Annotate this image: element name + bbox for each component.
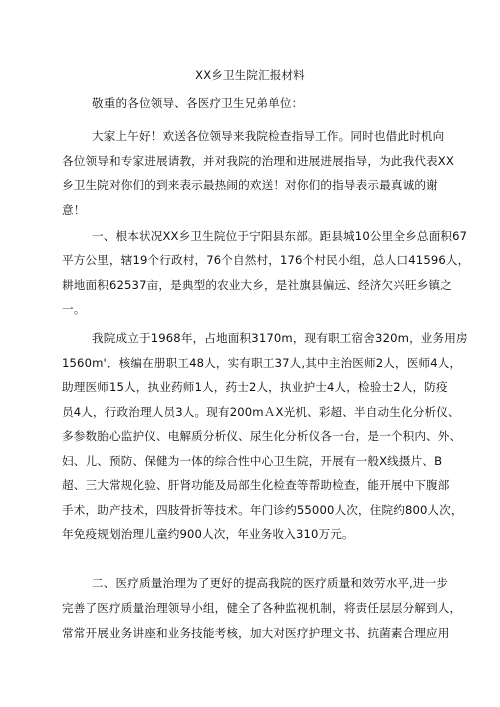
paragraph-greeting (62, 124, 454, 222)
paragraph-line: 手术，助产技术，四肢骨折等技术。年门诊约55000人次，住院约800人次， (62, 502, 463, 517)
paragraph-line: 平方公里，辖19个行政村，76个自然村，176个村民小组，总人口41596人， (62, 253, 470, 268)
paragraph-line: 大家上午好！欢送各位领导来我院检查指导工作。同时也借此时机向 (92, 129, 445, 143)
paragraph-line: 一。 (62, 302, 86, 317)
paragraph-line: 常常开展业务讲座和业务技能考核，加大对医疗护理文书、抗菌素合理应用 (62, 626, 450, 640)
paragraph-line: 员4人，行政治理人员3人。现有200mＡX光机、彩超、半自动生化分析仪、 (62, 404, 460, 419)
paragraph-line: 年免疫规划治理儿童约900人次，年业务收入310万元。 (62, 527, 354, 541)
paragraph-line: 我院成立于1968年，占地面积3170m，现有职工宿舍320m，业务用房 (92, 331, 468, 345)
paragraph-line: 助理医师15人，执业药师1人，药士2人，执业护士4人，检验士2人，防疫 (62, 380, 448, 394)
paragraph-line: 一、根本状况XX乡卫生院位于宁阳县东部。距县城10公里全乡总面积67 (92, 229, 468, 243)
document-title: XX乡卫生院汇报材料 (195, 68, 305, 82)
paragraph-quality-management (62, 571, 462, 646)
paragraph-line: 耕地面积62537亩，是典型的农业大乡，是社旗县偏远、经济欠兴旺乡镇之 (62, 277, 452, 292)
paragraph-line: 多参数胎心监护仪、电解质分析仪、尿生化分析仪各一台，是一个积内、外、 (62, 429, 462, 443)
salutation (62, 95, 442, 111)
paragraph-basic-situation (62, 224, 470, 322)
paragraph-line: 乡卫生院对你们的到来表示最热闹的欢送！对你们的指导表示最真诚的谢 (62, 178, 438, 193)
paragraph-line: 妇、儿、预防、保健为一体的综合性中心卫生院，开展有一般X线摄片、B (62, 453, 443, 468)
paragraph-line: 各位领导和专家进展请教，并对我院的治理和进展进展指导，为此我代表XX (62, 153, 454, 168)
paragraph-line: 意！ (62, 202, 86, 217)
paragraph-line: 超、三大常规化验、肝肾功能及局部生化检查等帮助检查，能开展中下腹部 (62, 478, 450, 492)
paragraph-line: 二、医疗质量治理为了更好的提高我院的医疗质量和效劳水平,进一步 (92, 576, 449, 590)
paragraph-line: 1560m'．核编在册职工48人，实有职工37人,其中主治医师2人，医师4人， (62, 355, 462, 370)
paragraph-hospital-overview (62, 326, 468, 547)
paragraph-line: 完善了医疗质量治理领导小组，健全了各种监视机制，将责任层层分解到人， (62, 601, 462, 615)
salutation-text: 敬重的各位领导、各医疗卫生兄弟单位： (92, 96, 304, 110)
